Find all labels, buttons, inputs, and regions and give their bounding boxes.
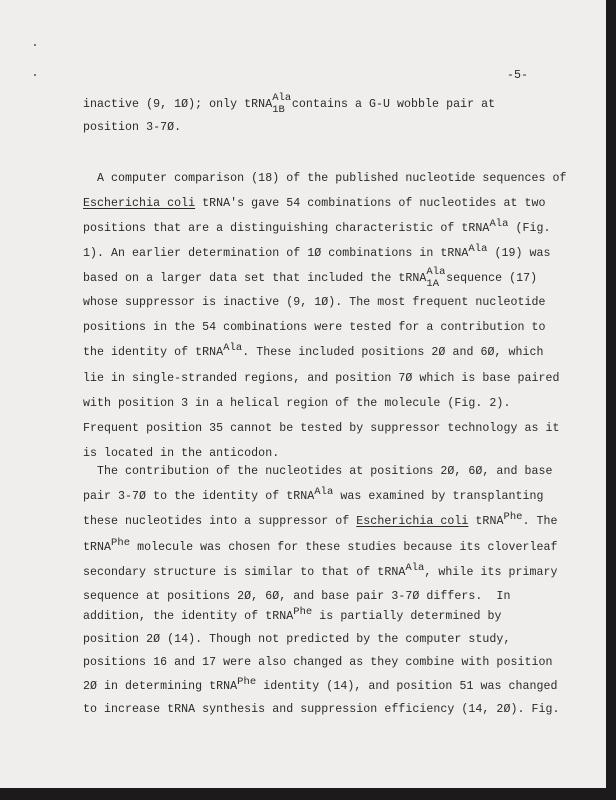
text-line: [83, 321, 546, 334]
text-line: [83, 372, 560, 385]
text-run: molecule was chosen for these studies because its cloverleaf: [130, 541, 558, 554]
text-line: [83, 447, 279, 460]
text-run: to increase tRNA synthesis and suppression efficiency (14, 2Ø). Fig.: [83, 703, 560, 716]
superscript: Phe: [503, 511, 523, 523]
text-run: 1). An earlier determination of 1Ø combinations in tRNA: [83, 247, 469, 260]
text-run: A computer comparison (18) of the published nucleotide sequences of: [83, 172, 567, 185]
text-run: secondary structure is similar to that of tRNA: [83, 566, 406, 579]
text-run: 2Ø in determining tRNA: [83, 680, 238, 693]
text-run: The contribution of the nucleotides at positions 2Ø, 6Ø, and base: [83, 465, 553, 478]
text-run: positions that are a distinguishing characteristic of tRNA: [83, 222, 490, 235]
text-run: addition, the identity of tRNA: [83, 610, 294, 623]
text-line: [83, 606, 502, 623]
superscript: Ala: [314, 486, 334, 498]
underlined-species-name: Escherichia coli: [83, 197, 196, 210]
text-line: [83, 633, 510, 646]
text-line: [83, 537, 558, 554]
superscript: Phe: [237, 676, 257, 688]
page-number: -5-: [507, 69, 529, 82]
text-line: [83, 92, 496, 116]
text-run: is located in the anticodon.: [83, 447, 280, 460]
text-line: [83, 703, 560, 716]
text-run: sequence at positions 2Ø, 6Ø, and base pair 3-7Ø differs. In: [83, 590, 511, 603]
superscript: Ala: [426, 266, 446, 278]
text-line: [83, 590, 510, 603]
text-line: [83, 121, 181, 134]
text-line: [83, 422, 560, 435]
text-run: . These included positions 2Ø and 6Ø, which: [242, 346, 544, 359]
text-run: contains a G-U wobble pair at: [284, 98, 496, 111]
underlined-species-name: Escherichia coli: [356, 515, 469, 528]
text-line: [83, 218, 551, 235]
text-run: with position 3 in a helical region of the molecule (Fig. 2).: [83, 397, 511, 410]
text-line: [83, 656, 553, 669]
text-run: these nucleotides into a suppressor of: [83, 515, 357, 528]
superscript: Ala: [272, 92, 292, 104]
superscript-subscript: [272, 92, 292, 116]
speck-mark: [34, 74, 36, 76]
text-run: is partially determined by: [312, 610, 502, 623]
text-line: [83, 296, 546, 309]
text-line: [83, 562, 558, 579]
text-run: (Fig.: [508, 222, 551, 235]
text-run: , while its primary: [424, 566, 558, 579]
text-run: the identity of tRNA: [83, 346, 224, 359]
text-run: positions 16 and 17 were also changed as they combine with position: [83, 656, 553, 669]
text-line: [83, 486, 544, 503]
superscript: Phe: [293, 606, 313, 618]
text-run: was examined by transplanting: [333, 490, 544, 503]
text-run: Frequent position 35 cannot be tested by suppressor technology as it: [83, 422, 560, 435]
text-run: tRNA: [468, 515, 504, 528]
text-line: [83, 197, 546, 210]
text-line: [83, 397, 510, 410]
text-line: [83, 676, 558, 693]
text-run: tRNA: [83, 541, 112, 554]
superscript: Ala: [405, 562, 425, 574]
superscript: Phe: [111, 537, 131, 549]
subscript: 1B: [272, 104, 285, 116]
text-run: sequence (17): [439, 272, 538, 285]
text-run: tRNA's gave 54 combinations of nucleotides at two: [195, 197, 546, 210]
text-run: identity (14), and position 51 was changed: [256, 680, 558, 693]
subscript: 1A: [426, 278, 440, 290]
text-run: lie in single-stranded regions, and position 7Ø which is base paired: [83, 372, 560, 385]
superscript: Ala: [468, 243, 488, 255]
text-line: [83, 243, 551, 260]
text-run: position 3-7Ø.: [83, 121, 182, 134]
text-run: whose suppressor is inactive (9, 1Ø). The most frequent nucleotide: [83, 296, 546, 309]
speck-mark: [34, 44, 36, 46]
superscript: Ala: [223, 342, 243, 354]
text-run: pair 3-7Ø to the identity of tRNA: [83, 490, 315, 503]
text-run: inactive (9, 1Ø); only tRNA: [83, 98, 273, 111]
text-run: position 2Ø (14). Though not predicted by the computer study,: [83, 633, 511, 646]
text-run: (19) was: [487, 247, 551, 260]
text-line: [83, 511, 558, 528]
text-line: [83, 465, 553, 478]
text-line: [83, 342, 544, 359]
superscript: Ala: [489, 218, 509, 230]
text-line: [83, 266, 538, 290]
text-run: based on a larger data set that included the tRNA: [83, 272, 427, 285]
text-line: [83, 172, 567, 185]
superscript-subscript: [426, 266, 446, 290]
text-run: positions in the 54 combinations were tested for a contribution to: [83, 321, 546, 334]
text-run: . The: [522, 515, 558, 528]
